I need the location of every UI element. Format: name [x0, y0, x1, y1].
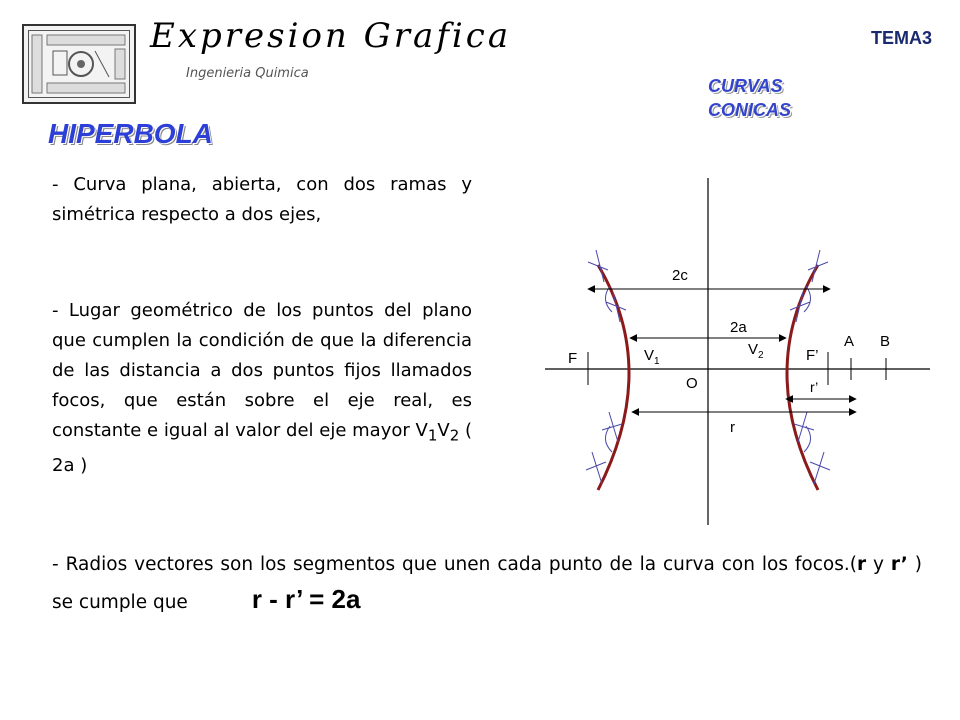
label-focus-right: F’ — [806, 347, 819, 364]
brand-title: Expresion Grafica — [150, 16, 512, 56]
v2-main: V — [748, 341, 759, 358]
hyperbola-right-branch — [787, 265, 818, 490]
paragraph-locus — [52, 296, 472, 481]
construction-arcs-right — [790, 250, 830, 484]
logo-frame — [28, 30, 130, 98]
logo — [22, 24, 136, 104]
hyperbola-left-branch — [598, 265, 629, 490]
radius-r: r — [856, 554, 867, 575]
topic-label: TEMA3 — [870, 28, 932, 48]
radius-and: y — [866, 554, 891, 575]
label-b: B — [880, 333, 891, 350]
section-heading — [708, 74, 791, 122]
section-line-1: CURVAS — [708, 76, 783, 96]
locus-text: - Lugar geométrico de los puntos del plano que cumplen la condición de que la diferencia de las distancia a dos puntos fijos llamados focos, que están sobre el eje real, es constante e igual al valor del eje mayor V — [52, 300, 472, 441]
page-title: HIPERBOLA — [48, 118, 213, 149]
section-line-2: CONICAS — [708, 100, 792, 120]
locus-sub-2: 2 — [449, 426, 460, 445]
formula: r - r’ = 2a — [251, 584, 361, 614]
radius-end: ) se cumple que — [52, 554, 922, 613]
radius-text: - Radios vectores son los segmentos que unen cada punto de la curva con los focos.( — [52, 554, 857, 575]
v1-sub: 1 — [654, 356, 660, 367]
brand-subtitle: Ingenieria Quimica — [186, 66, 309, 81]
label-origin: O — [686, 375, 698, 392]
construction-arcs-left — [586, 250, 626, 484]
paragraph-definition: - Curva plana, abierta, con dos ramas y simétrica respecto a dos ejes, — [52, 174, 472, 225]
label-r: r — [730, 419, 735, 436]
locus-v2: V — [437, 420, 450, 441]
locus-sub-1: 1 — [427, 426, 438, 445]
v2-sub: 2 — [758, 350, 764, 361]
logo-graphic — [29, 31, 129, 97]
label-v2 — [748, 341, 764, 361]
paragraph-radius-vectors — [52, 548, 922, 620]
label-a: A — [844, 333, 855, 350]
label-v1 — [644, 347, 660, 367]
label-r-prime: r’ — [810, 379, 819, 395]
hyperbola-diagram — [540, 170, 940, 535]
radius-rprime: r’ — [890, 554, 908, 575]
v1-main: V — [644, 347, 655, 364]
locus-end: ( 2a ) — [52, 420, 473, 476]
label-focus-left: F — [568, 350, 578, 367]
label-2c: 2c — [672, 267, 688, 284]
label-2a: 2a — [730, 319, 747, 336]
